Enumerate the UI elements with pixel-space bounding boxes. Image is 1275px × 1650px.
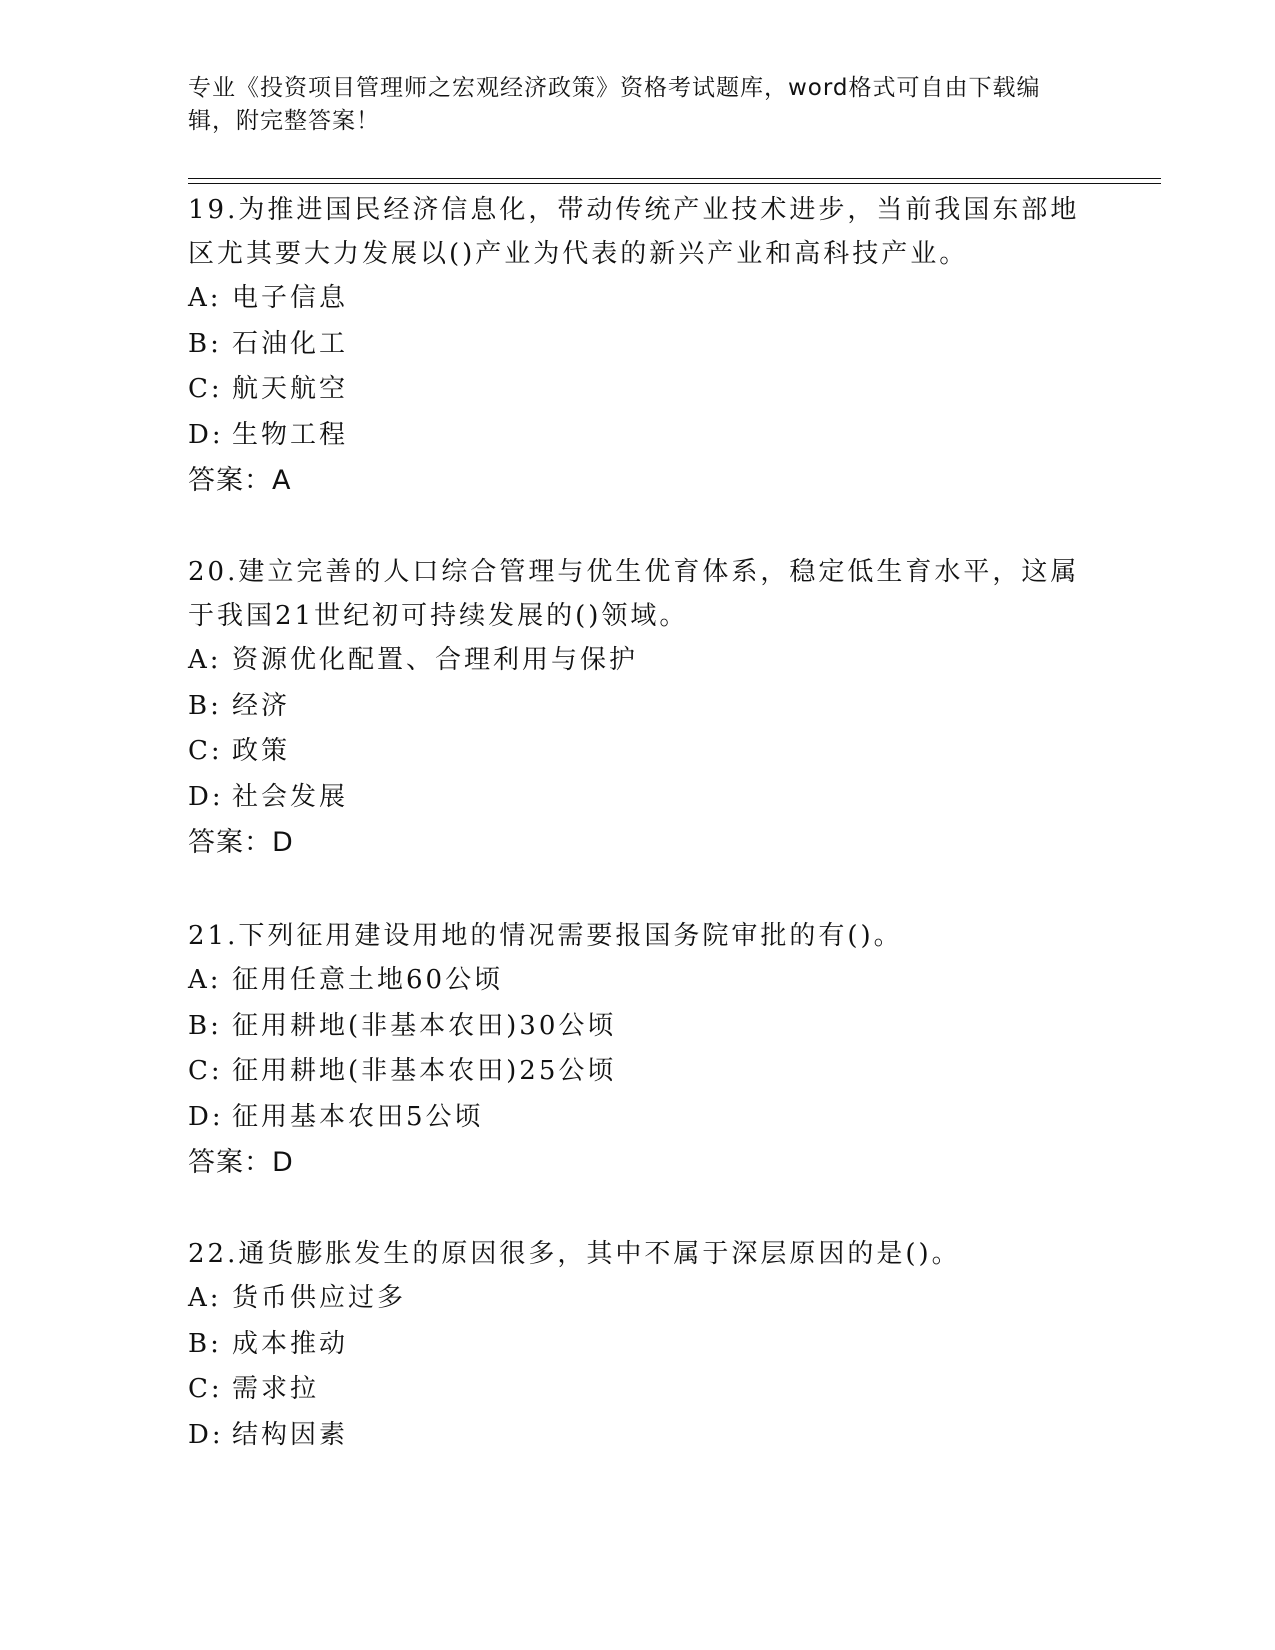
question-21 bbox=[188, 914, 1088, 1186]
option-text: 石油化工 bbox=[232, 328, 349, 359]
option-text: 征用耕地(非基本农田)25公顷 bbox=[232, 1056, 617, 1086]
option-d bbox=[188, 1413, 1088, 1459]
question-19 bbox=[188, 188, 1088, 504]
option-text: 征用任意土地60公顷 bbox=[232, 965, 504, 995]
option-letter: B: bbox=[188, 1328, 222, 1359]
document-header: 专业《投资项目管理师之宏观经济政策》资格考试题库，word格式可自由下载编辑，附完整答案！ bbox=[188, 75, 1041, 134]
header-divider-bottom bbox=[188, 183, 1161, 184]
option-a bbox=[188, 958, 1088, 1004]
option-letter: C: bbox=[188, 1374, 223, 1404]
answer-label: 答案：D bbox=[188, 1147, 294, 1178]
option-b bbox=[188, 684, 1088, 730]
option-text: 航天航空 bbox=[232, 374, 349, 404]
option-text: 电子信息 bbox=[232, 283, 349, 313]
option-letter: C: bbox=[188, 736, 223, 766]
option-text: 需求拉 bbox=[232, 1374, 320, 1404]
option-letter: D: bbox=[188, 1419, 224, 1450]
option-text: 征用耕地(非基本农田)30公顷 bbox=[232, 1010, 617, 1041]
option-a bbox=[188, 1276, 1088, 1322]
question-stem: 21.下列征用建设用地的情况需要报国务院审批的有()。 bbox=[188, 921, 903, 951]
option-letter: A: bbox=[188, 283, 222, 313]
option-letter: D: bbox=[188, 419, 224, 450]
option-letter: B: bbox=[188, 1010, 222, 1041]
option-letter: B: bbox=[188, 690, 222, 721]
option-a bbox=[188, 276, 1088, 322]
option-letter: C: bbox=[188, 1056, 223, 1086]
option-c bbox=[188, 367, 1088, 413]
option-letter: D: bbox=[188, 1101, 224, 1132]
answer-label: 答案：D bbox=[188, 827, 294, 858]
option-b bbox=[188, 322, 1088, 368]
option-text: 生物工程 bbox=[232, 419, 349, 450]
option-d bbox=[188, 413, 1088, 459]
header-divider-top bbox=[188, 178, 1161, 179]
option-text: 结构因素 bbox=[232, 1419, 349, 1450]
option-text: 货币供应过多 bbox=[232, 1283, 407, 1313]
question-stem: 22.通货膨胀发生的原因很多，其中不属于深层原因的是()。 bbox=[188, 1239, 961, 1269]
option-text: 政策 bbox=[232, 736, 291, 766]
option-c bbox=[188, 729, 1088, 775]
option-letter: A: bbox=[188, 645, 222, 675]
option-text: 资源优化配置、合理利用与保护 bbox=[232, 645, 639, 675]
answer-label: 答案：A bbox=[188, 465, 292, 496]
option-letter: A: bbox=[188, 1283, 222, 1313]
option-text: 经济 bbox=[232, 690, 291, 721]
question-stem: 19.为推进国民经济信息化，带动传统产业技术进步，当前我国东部地区尤其要大力发展以()产业为代表的新兴产业和高科技产业。 bbox=[188, 195, 1080, 269]
question-22 bbox=[188, 1232, 1088, 1458]
option-d bbox=[188, 1095, 1088, 1141]
option-text: 成本推动 bbox=[232, 1328, 349, 1359]
option-c bbox=[188, 1049, 1088, 1095]
question-20 bbox=[188, 550, 1088, 866]
option-text: 征用基本农田5公顷 bbox=[232, 1101, 484, 1132]
option-b bbox=[188, 1004, 1088, 1050]
option-letter: D: bbox=[188, 781, 224, 812]
option-letter: A: bbox=[188, 965, 222, 995]
option-letter: C: bbox=[188, 374, 223, 404]
option-text: 社会发展 bbox=[232, 781, 349, 812]
option-letter: B: bbox=[188, 328, 222, 359]
question-stem: 20.建立完善的人口综合管理与优生优育体系，稳定低生育水平，这属于我国21世纪初可持续发展的()领域。 bbox=[188, 557, 1080, 631]
option-c bbox=[188, 1367, 1088, 1413]
option-b bbox=[188, 1322, 1088, 1368]
option-a bbox=[188, 638, 1088, 684]
option-d bbox=[188, 775, 1088, 821]
